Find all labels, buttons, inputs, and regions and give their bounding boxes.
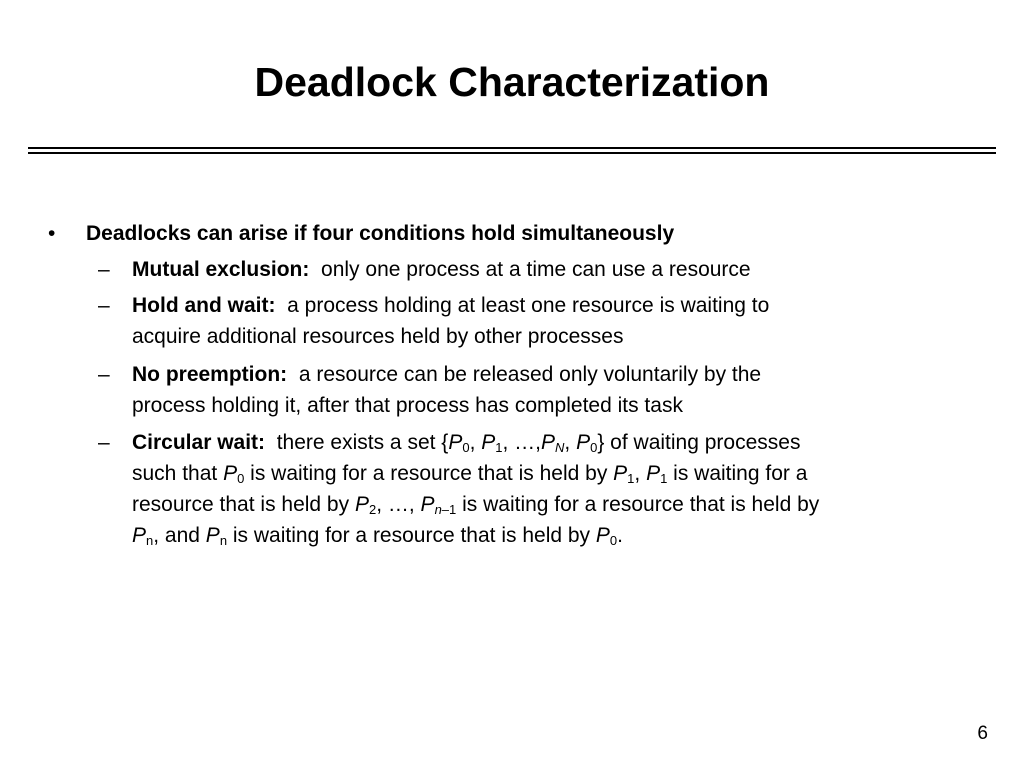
condition-description: a process holding at least one resource is waiting to [287,294,770,317]
text-run: , [634,462,647,485]
text-run: resource that is held by [132,493,355,516]
process-subscript: N [555,440,565,455]
text-run: is waiting for a resource that is held by [244,462,614,485]
process-subscript: n [434,502,442,517]
process-symbol: P [646,462,661,485]
process-symbol: P [595,524,610,547]
text-run: , …, [502,431,541,454]
process-symbol: P [223,462,238,485]
text-run: is waiting for a resource that is held by [227,524,596,547]
text-run: , …, [376,493,421,516]
text-run: is waiting for a resource that is held by [456,493,820,516]
process-subscript: 1 [660,471,668,486]
slide-title: Deadlock Characterization [254,59,770,105]
process-subscript: 0 [609,533,618,548]
process-symbol: P [448,431,463,454]
circular-wait-line-4 [132,520,982,551]
process-symbol: P [481,431,496,454]
process-symbol: P [420,493,435,516]
process-subscript-rest: –1 [441,502,457,517]
text-run: there exists a set { [276,431,449,454]
process-subscript: 0 [590,440,598,455]
condition-description: only one process at a time can use a resource [321,258,751,281]
page-number: 6 [977,723,988,744]
text-run: such that [132,462,224,485]
sub-bullet-marker: – [98,431,110,454]
sub-bullet-marker: – [98,258,110,281]
condition-description: a resource can be released only voluntarily by the [298,363,762,386]
circular-wait-line-3 [132,489,982,520]
condition-description-cont: process holding it, after that process has completed its task [132,394,683,417]
circular-wait-line-2 [132,458,982,489]
text-run: . [617,524,623,547]
bullet-marker: • [48,222,56,245]
process-symbol: P [354,493,369,516]
process-subscript: n [146,533,154,548]
circular-wait-line-1 [132,427,982,458]
condition-term: Circular wait: [132,431,266,454]
text-run: } of waiting processes [597,431,801,454]
condition-term: Mutual exclusion: [132,258,310,281]
text-run: is waiting for a [667,462,808,485]
process-subscript: 1 [627,471,635,486]
process-symbol: P [132,524,147,547]
main-bullet-text: Deadlocks can arise if four conditions hold simultaneously [86,222,675,245]
text-run: , [469,431,482,454]
process-symbol: P [613,462,628,485]
condition-description-cont: acquire additional resources held by other processes [132,325,624,348]
process-subscript: n [219,533,228,548]
condition-term: Hold and wait: [132,294,276,317]
process-subscript: 1 [495,440,503,455]
title-divider-bottom [28,152,996,154]
text-run: , and [153,524,206,547]
process-symbol: P [205,524,220,547]
process-symbol: P [541,431,556,454]
sub-bullet-marker: – [98,363,110,386]
process-subscript: 2 [368,502,377,517]
sub-bullet-marker: – [98,294,110,317]
text-run: , [564,431,577,454]
title-divider-top [28,147,996,149]
process-symbol: P [576,431,591,454]
process-subscript: 0 [237,471,245,486]
process-subscript: 0 [462,440,470,455]
condition-term: No preemption: [132,363,288,386]
